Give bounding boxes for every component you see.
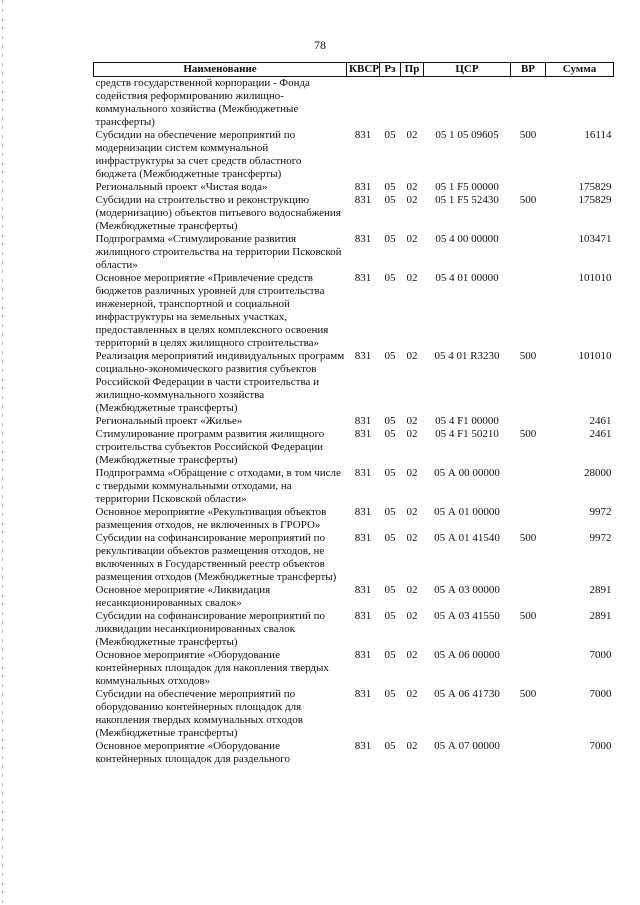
cell-pr <box>401 77 424 130</box>
cell-name: Стимулирование программ развития жилищного строительства субъектов Российской Федерации (Межбюджетные трансферты) <box>95 428 325 466</box>
cell-kvsr: 831 <box>354 350 372 362</box>
cell-sum: 7000 <box>589 688 612 700</box>
cell-name: Субсидии на софинансирование мероприятий по ликвидации несанкционированных свалок (Межбюджетные трансферты) <box>95 610 325 648</box>
cell-name: Основное мероприятие «Рекультивация объектов размещения отходов, не включенных в ГРОРО» <box>95 506 327 531</box>
cell-name: Субсидии на софинансирование мероприятий по рекультивации объектов размещения отходов, не включенных в Государственный реестр объектов размещения отходов (Межбюджетные трансферты) <box>95 532 337 583</box>
cell-csr: 05 А 07 00000 <box>434 740 500 752</box>
cell-name: Субсидии на строительство и реконструкцию (модернизацию) объектов питьевого водоснабжения (Межбюджетные трансферты) <box>95 194 341 232</box>
cell-vr: 500 <box>519 350 537 362</box>
cell-vr: 500 <box>519 428 537 440</box>
cell-kvsr: 831 <box>354 688 372 700</box>
cell-sum: 16114 <box>584 129 612 141</box>
cell-name: Подпрограмма «Обращение с отходами, в том числе с твердыми коммунальными отходами, на территории Псковской области» <box>95 467 341 505</box>
cell-kvsr: 831 <box>354 415 372 427</box>
cell-sum: 101010 <box>578 350 612 362</box>
cell-csr: 05 1 F5 52430 <box>435 194 499 206</box>
table-row <box>94 649 614 688</box>
header-csr: ЦСР <box>424 63 511 77</box>
cell-vr <box>511 77 546 130</box>
cell-sum: 2891 <box>589 610 612 622</box>
cell-pr: 02 <box>406 740 418 752</box>
cell-rz: 05 <box>384 506 396 518</box>
cell-kvsr: 831 <box>354 584 372 596</box>
cell-name: Региональный проект «Жилье» <box>95 415 243 427</box>
cell-csr: 05 4 01 R3230 <box>434 350 500 362</box>
cell-csr: 05 А 03 41550 <box>434 610 500 622</box>
cell-pr: 02 <box>406 467 418 479</box>
cell-sum: 9972 <box>589 506 612 518</box>
cell-rz: 05 <box>384 194 396 206</box>
cell-pr: 02 <box>406 610 418 622</box>
cell-name: средств государственной корпорации - Фонда содействия реформированию жилищно-коммунального хозяйства (Межбюджетные трансферты) <box>95 77 310 128</box>
table-row <box>94 688 614 740</box>
cell-csr: 05 А 01 41540 <box>434 532 500 544</box>
cell-kvsr: 831 <box>354 610 372 622</box>
cell-pr: 02 <box>406 415 418 427</box>
table-row <box>94 532 614 584</box>
cell-rz: 05 <box>384 350 396 362</box>
cell-sum: 175829 <box>578 194 612 206</box>
cell-kvsr: 831 <box>354 649 372 661</box>
cell-name: Региональный проект «Чистая вода» <box>95 181 268 193</box>
cell-rz: 05 <box>384 181 396 193</box>
cell-vr <box>511 740 546 766</box>
cell-csr: 05 А 06 00000 <box>434 649 500 661</box>
table-row <box>94 272 614 350</box>
table-row <box>94 181 614 194</box>
cell-pr: 02 <box>406 350 418 362</box>
header-sum: Сумма <box>546 63 614 77</box>
cell-sum: 2461 <box>589 415 612 427</box>
table-row <box>94 350 614 415</box>
cell-sum: 2461 <box>589 428 612 440</box>
cell-csr: 05 А 01 00000 <box>434 506 500 518</box>
table-row <box>94 233 614 272</box>
cell-vr <box>511 649 546 688</box>
header-pr: Пр <box>401 63 424 77</box>
cell-csr: 05 А 03 00000 <box>434 584 500 596</box>
cell-vr <box>511 272 546 350</box>
cell-kvsr: 831 <box>354 272 372 284</box>
cell-sum: 103471 <box>578 233 612 245</box>
table-row <box>94 77 614 130</box>
cell-pr: 02 <box>406 649 418 661</box>
cell-pr: 02 <box>406 233 418 245</box>
cell-sum: 101010 <box>578 272 612 284</box>
header-vr: ВР <box>511 63 546 77</box>
cell-vr: 500 <box>519 129 537 141</box>
table-row <box>94 467 614 506</box>
cell-vr <box>511 506 546 532</box>
cell-csr: 05 А 06 41730 <box>434 688 500 700</box>
cell-pr: 02 <box>406 506 418 518</box>
table-row <box>94 428 614 467</box>
table-row <box>94 740 614 766</box>
cell-rz: 05 <box>384 467 396 479</box>
table-header-row <box>94 63 614 77</box>
cell-rz <box>380 77 401 130</box>
cell-vr: 500 <box>519 610 537 622</box>
cell-kvsr: 831 <box>354 740 372 752</box>
cell-name: Субсидии на обеспечение мероприятий по оборудованию контейнерных площадок для накопления твердых коммунальных отходов (Межбюджетные трансферты) <box>95 688 303 739</box>
cell-kvsr: 831 <box>354 506 372 518</box>
header-name: Наименование <box>94 63 347 77</box>
cell-csr: 05 А 00 00000 <box>434 467 500 479</box>
cell-rz: 05 <box>384 272 396 284</box>
cell-kvsr: 831 <box>354 194 372 206</box>
cell-rz: 05 <box>384 610 396 622</box>
cell-pr: 02 <box>406 129 418 141</box>
table-row <box>94 129 614 181</box>
cell-pr: 02 <box>406 532 418 544</box>
cell-name: Основное мероприятие «Привлечение средств бюджетов различных уровней для строительства инженерной, транспортной и социальной инфраструктуры на земельных участках, предоставленных в целях комплексного освоения территорий в целях жилищного строительства» <box>95 272 329 349</box>
cell-rz: 05 <box>384 233 396 245</box>
cell-sum <box>546 77 614 130</box>
table-row <box>94 506 614 532</box>
cell-pr: 02 <box>406 181 418 193</box>
budget-table <box>93 62 614 766</box>
cell-pr: 02 <box>406 272 418 284</box>
cell-rz: 05 <box>384 415 396 427</box>
cell-csr: 05 4 01 00000 <box>435 272 499 284</box>
cell-name: Основное мероприятие «Ликвидация несанкционированных свалок» <box>95 584 271 609</box>
cell-rz: 05 <box>384 532 396 544</box>
cell-pr: 02 <box>406 584 418 596</box>
table-row <box>94 610 614 649</box>
cell-vr <box>511 233 546 272</box>
cell-pr: 02 <box>406 688 418 700</box>
cell-csr: 05 1 05 09605 <box>435 129 499 141</box>
cell-kvsr: 831 <box>354 467 372 479</box>
cell-rz: 05 <box>384 584 396 596</box>
cell-csr: 05 4 F1 50210 <box>435 428 499 440</box>
cell-csr <box>424 77 511 130</box>
cell-rz: 05 <box>384 129 396 141</box>
cell-kvsr: 831 <box>354 428 372 440</box>
cell-csr: 05 4 00 00000 <box>435 233 499 245</box>
cell-sum: 7000 <box>589 740 612 752</box>
cell-name: Субсидии на обеспечение мероприятий по модернизации систем коммунальной инфраструктуры за счет средств областного бюджета (Межбюджетные трансферты) <box>95 129 302 180</box>
cell-sum: 7000 <box>589 649 612 661</box>
cell-sum: 9972 <box>589 532 612 544</box>
cell-sum: 28000 <box>584 467 612 479</box>
table-row <box>94 584 614 610</box>
cell-pr: 02 <box>406 194 418 206</box>
cell-pr: 02 <box>406 428 418 440</box>
cell-vr <box>511 584 546 610</box>
cell-kvsr: 831 <box>354 233 372 245</box>
cell-name: Подпрограмма «Стимулирование развития жилищного строительства на территории Псковской области» <box>95 233 342 271</box>
cell-vr <box>511 415 546 428</box>
cell-vr: 500 <box>519 532 537 544</box>
cell-kvsr: 831 <box>354 129 372 141</box>
cell-rz: 05 <box>384 688 396 700</box>
table-row <box>94 415 614 428</box>
cell-name: Реализация мероприятий индивидуальных программ социально-экономического развития субъектов Российской Федерации в части строительства и жилищно-коммунального хозяйства (Межбюджетные трансферты) <box>95 350 345 414</box>
cell-name: Основное мероприятие «Оборудование контейнерных площадок для накопления твердых коммунальных отходов» <box>95 649 329 687</box>
cell-rz: 05 <box>384 740 396 752</box>
cell-kvsr: 831 <box>354 181 372 193</box>
header-kvsr: КВСР <box>347 63 380 77</box>
cell-csr: 05 4 F1 00000 <box>435 415 499 427</box>
cell-vr <box>511 181 546 194</box>
cell-kvsr <box>347 77 380 130</box>
cell-csr: 05 1 F5 00000 <box>435 181 499 193</box>
cell-sum: 175829 <box>578 181 612 193</box>
page-number: 78 <box>314 38 326 52</box>
cell-rz: 05 <box>384 428 396 440</box>
cell-vr <box>511 467 546 506</box>
cell-vr: 500 <box>519 194 537 206</box>
cell-kvsr: 831 <box>354 532 372 544</box>
cell-sum: 2891 <box>589 584 612 596</box>
table-row <box>94 194 614 233</box>
scan-edge-mark <box>2 0 3 905</box>
header-rz: Рз <box>380 63 401 77</box>
cell-vr: 500 <box>519 688 537 700</box>
cell-rz: 05 <box>384 649 396 661</box>
cell-name: Основное мероприятие «Оборудование контейнерных площадок для раздельного <box>95 740 290 765</box>
